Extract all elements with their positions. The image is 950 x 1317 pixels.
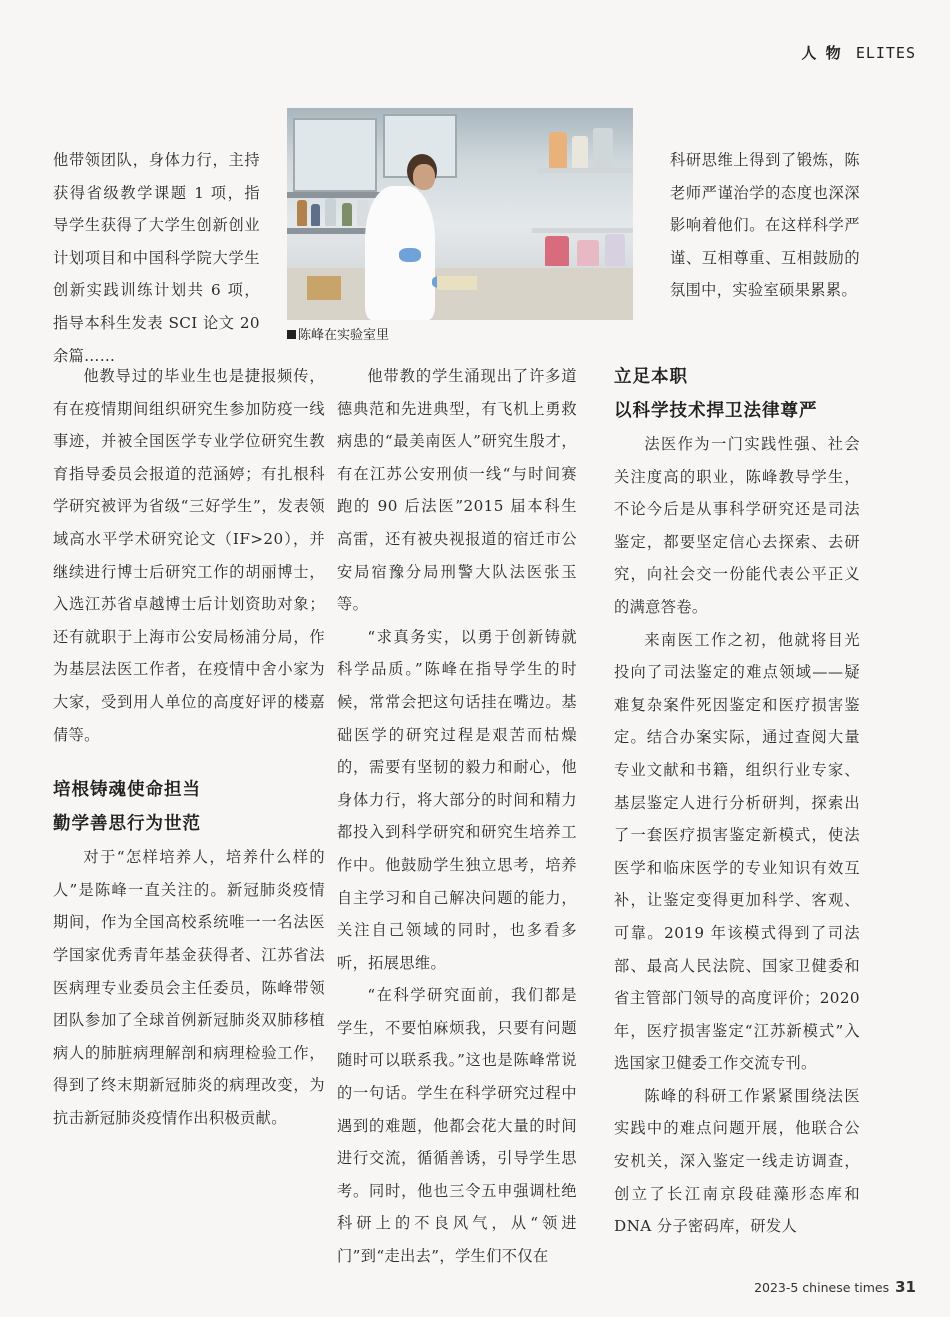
section-title: 人 物	[801, 44, 843, 62]
paragraph: 来南医工作之初，他就将目光投向了司法鉴定的难点领域——疑难复杂案件死因鉴定和医疗损害鉴定。结合办案实际，通过查阅大量专业文献和书籍，组织行业专家、基层鉴定人进行分析研判，探索出了一套医疗损害鉴定新模式，使法医学和临床医学的专业知识有效互补，让鉴定变得更加科学、客观、可靠。2019 年该模式得到了司法部、最高人民法院、国家卫健委和省主管部门领导的高度评价；2020 年，医疗损害鉴定“江苏新模式”入选国家卫健委工作交流专刊。	[614, 630, 860, 1073]
page-header	[801, 42, 916, 63]
paragraph: 他带领团队，身体力行，主持获得省级教学课题 1 项，指导学生获得了大学生创新创业计划项目和中国科学院大学生创新实践训练计划共 6 项，指导本科生发表 SCI 论文 20 余篇……	[53, 151, 260, 365]
column-3	[614, 360, 860, 1243]
lab-photo	[287, 108, 633, 320]
column-2	[337, 360, 577, 1273]
caption-square-icon	[287, 330, 296, 339]
photo-caption	[287, 324, 389, 343]
column-1-top	[53, 144, 260, 372]
column-1	[53, 360, 325, 1134]
paragraph: 陈峰的科研工作紧紧围绕法医实践中的难点问题开展，他联合公安机关，深入鉴定一线走访调查，创立了长江南京段硅藻形态库和 DNA 分子密码库，研发人	[614, 1086, 860, 1236]
issue-label: 2023-5 chinese times	[754, 1280, 890, 1295]
paragraph: “求真务实，以勇于创新铸就科学品质。”陈峰在指导学生的时候，常常会把这句话挂在嘴边。基础医学的研究过程是艰苦而枯燥的，需要有坚韧的毅力和耐心，他身体力行，将大部分的时间和精力都投入到科学研究和研究生培养工作中。他鼓励学生独立思考，培养自主学习和自己解决问题的能力，关注自己领域的同时，也多看多听，拓展思维。	[337, 627, 577, 972]
section-heading: 立足本职 以科学技术捍卫法律尊严	[614, 367, 818, 421]
paragraph: “在科学研究面前，我们都是学生，不要怕麻烦我，只要有问题随时可以联系我。”这也是陈峰常说的一句话。学生在科学研究过程中遇到的难题，他都会花大量的时间进行交流，循循善诱，引导学生思考。同时，他也三令五申强调杜绝科研上的不良风气，从“领进门”到“走出去”，学生们不仅在	[337, 986, 577, 1266]
page-footer	[754, 1278, 916, 1296]
section-title-en: ELITES	[855, 44, 916, 62]
paragraph: 他带教的学生涌现出了许多道德典范和先进典型，有飞机上勇救病患的“最美南医人”研究生殷才，有在江苏公安刑侦一线“与时间赛跑的 90 后法医”2015 届本科生高雷，还有被央视报道的宿迁市公安局宿豫分局刑警大队法医张玉等。	[337, 367, 577, 614]
paragraph: 他教导过的毕业生也是捷报频传，有在疫情期间组织研究生参加防疫一线事迹，并被全国医学专业学位研究生教育指导委员会报道的范涵婷；有扎根科学研究被评为省级“三好学生”，发表领域高水平学术研究论文（IF>20），并继续进行博士后研究工作的胡丽博士，入选江苏省卓越博士后计划资助对象；还有就职于上海市公安局杨浦分局，作为基层法医工作者，在疫情中舍小家为大家，受到用人单位的高度好评的楼嘉倩等。	[53, 367, 325, 744]
page-number: 31	[895, 1278, 916, 1296]
column-3-top	[670, 144, 860, 307]
caption-text: 陈峰在实验室里	[298, 328, 390, 343]
paragraph: 科研思维上得到了锻炼，陈老师严谨治学的态度也深深影响着他们。在这样科学严谨、互相尊重、互相鼓励的氛围中，实验室硕果累累。	[670, 151, 860, 300]
section-heading: 培根铸魂使命担当 勤学善思行为世范	[53, 780, 201, 835]
paragraph: 法医作为一门实践性强、社会关注度高的职业，陈峰教导学生，不论今后是从事科学研究还是司法鉴定，都要坚定信心去探索、去研究，向社会交一份能代表公平正义的满意答卷。	[614, 435, 860, 616]
paragraph: 对于“怎样培养人，培养什么样的人”是陈峰一直关注的。新冠肺炎疫情期间，作为全国高校系统唯一一名法医学国家优秀青年基金获得者、江苏省法医病理专业委员会主任委员，陈峰带领团队参加了全球首例新冠肺炎双肺移植病人的肺脏病理解剖和病理检验工作，得到了终末期新冠肺炎的病理改变，为抗击新冠肺炎疫情作出积极贡献。	[53, 848, 325, 1127]
